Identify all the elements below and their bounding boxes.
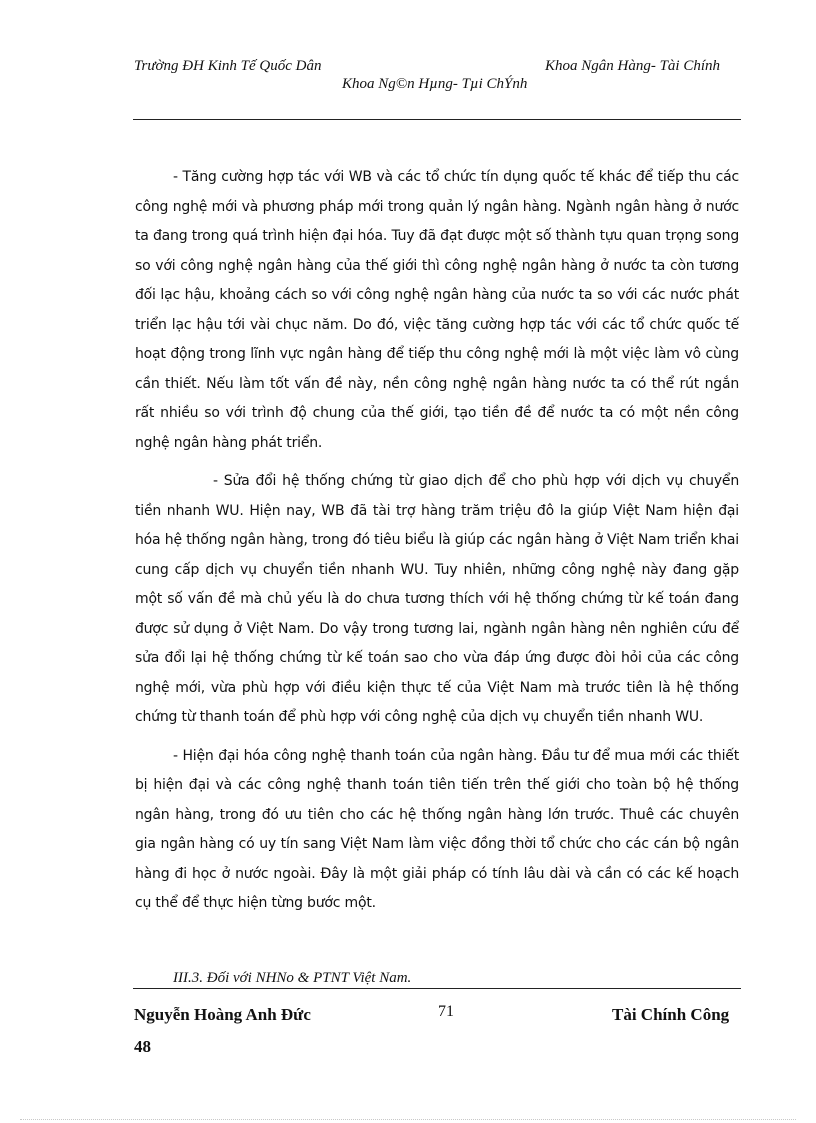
section-heading: III.3. Đối với NHNo & PTNT Việt Nam. (173, 970, 412, 986)
page-number: 71 (438, 1003, 454, 1020)
footer-class-number: 48 (134, 1037, 151, 1056)
footer-divider (133, 988, 741, 989)
paragraph-wb-cooperation: - Tăng cường hợp tác với WB và các tổ chức tín dụng quốc tế khác để tiếp thu các công nghệ mới và phương pháp mới trong quản lý ngân hàng. Ngành ngân hàng ở nước ta đang trong quá trình hiện đại hóa. Tuy đã đạt được một số thành tựu quan trọng song so với công nghệ ngân hàng của thế giới thì công nghệ ngân hàng ở nước ta còn tương đối lạc hậu, khoảng cách so với công nghệ ngân hàng của nước ta so với các nước phát triển lạc hậu tới vài chục năm. Do đó, việc tăng cường hợp tác với các tổ chức quốc tế hoạt động trong lĩnh vực ngân hàng để tiếp thu công nghệ mới là một việc làm vô cùng cần thiết. Nếu làm tốt vấn đề này, nền công nghệ ngân hàng nước ta có thể rút ngắn rất nhiều so với trình độ chung của thế giới, tạo tiền đề để nước ta có một nền công nghệ ngân hàng phát triển. (135, 169, 739, 451)
footer-class-name: Tài Chính Công (612, 1005, 730, 1024)
header-faculty-garbled: Khoa Ng©n Hµng- Tµi ChÝnh (342, 76, 528, 92)
document-body (135, 163, 739, 928)
header-faculty: Khoa Ngân Hàng- Tài Chính (545, 58, 721, 74)
header-university: Trường ĐH Kinh Tế Quốc Dân (134, 58, 322, 74)
paragraph-document-reform: - Sửa đổi hệ thống chứng từ giao dịch để cho phù hợp với dịch vụ chuyển tiền nhanh WU. Hiện nay, WB đã tài trợ hàng trăm triệu đô la giúp Việt Nam hiện đại hóa hệ thống ngân hàng, trong đó tiêu biểu là giúp các ngân hàng ở Việt Nam triển khai cung cấp dịch vụ chuyển tiền nhanh WU. Tuy nhiên, những công nghệ này đang gặp một số vấn đề mà chủ yếu là do chưa tương thích với hệ thống chứng từ kế toán đang được sử dụng ở Việt Nam. Do vậy trong tương lai, ngành ngân hàng nên nghiên cứu để sửa đổi lại hệ thống chứng từ kế toán sao cho vừa đáp ứng được đòi hỏi của các công nghệ mới, vừa phù hợp với điều kiện thực tế của Việt Nam mà trước tiên là hệ thống chứng từ thanh toán để phù hợp với công nghệ của dịch vụ chuyển tiền nhanh WU. (135, 473, 739, 725)
page-edge-dotted-line (20, 1119, 796, 1120)
header-divider (133, 119, 741, 120)
footer-author: Nguyễn Hoàng Anh Đức (134, 1005, 311, 1024)
paragraph-payment-modernization: - Hiện đại hóa công nghệ thanh toán của ngân hàng. Đầu tư để mua mới các thiết bị hiện đại và các công nghệ thanh toán tiên tiến trên thế giới cho toàn bộ hệ thống ngân hàng, trong đó ưu tiên cho các hệ thống ngân hàng lớn trước. Thuê các chuyên gia ngân hàng có uy tín sang Việt Nam làm việc đồng thời tổ chức cho các cán bộ ngân hàng đi học ở nước ngoài. Đây là một giải pháp có tính lâu dài và cần có các kế hoạch cụ thể để thực hiện từng bước một. (135, 747, 739, 911)
